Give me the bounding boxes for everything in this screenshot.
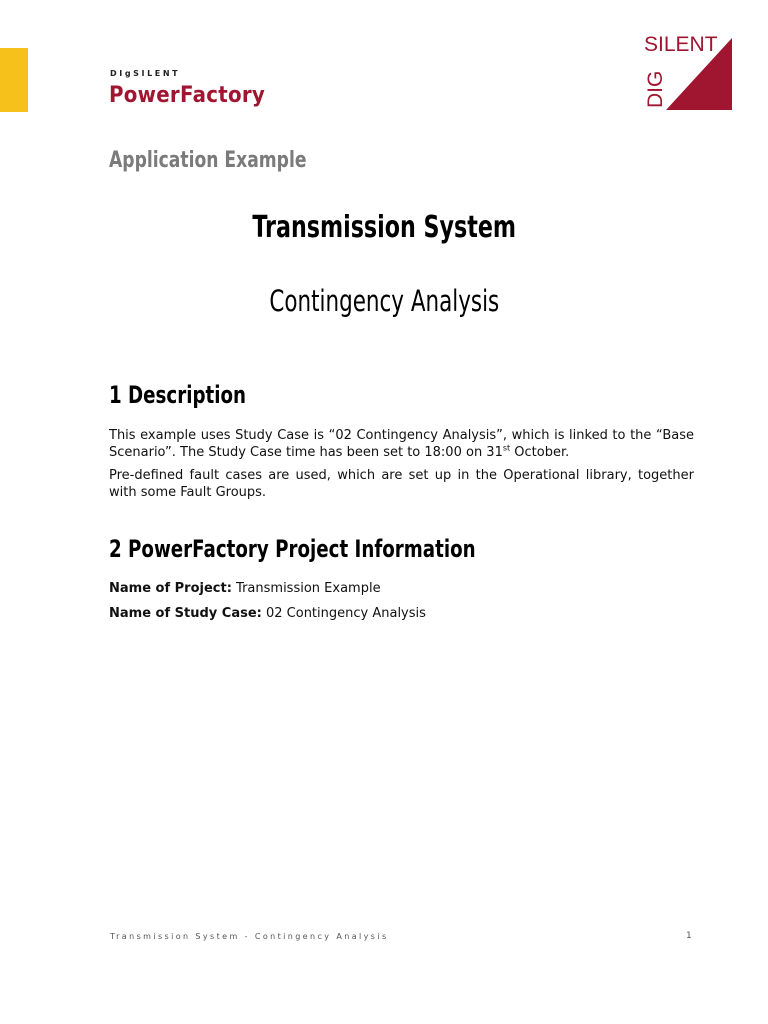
document-subtitle: Contingency Analysis bbox=[269, 284, 499, 318]
footer-running-title: Transmission System - Contingency Analysis bbox=[110, 932, 389, 941]
project-name-value: Transmission Example bbox=[231, 581, 381, 596]
digsilent-logo bbox=[642, 32, 734, 112]
study-case-label: Name of Study Case: bbox=[109, 606, 262, 621]
company-name: DIgSILENT bbox=[110, 69, 181, 78]
document-title: Transmission System bbox=[252, 210, 516, 245]
description-paragraph-2: Pre-defined fault cases are used, which are set up in the Operational library, together with some Fault Groups. bbox=[109, 468, 694, 500]
study-case-line bbox=[109, 606, 426, 621]
product-name: PowerFactory bbox=[109, 83, 266, 108]
project-name-label: Name of Project: bbox=[109, 581, 232, 596]
study-case-value: 02 Contingency Analysis bbox=[261, 606, 426, 621]
description-paragraph-1: This example uses Study Case is “02 Contingency Analysis”, which is linked to the “Base Scenario”. The Study Case time has been set to 18:00 on 31st October. bbox=[109, 428, 694, 460]
yellow-accent-tab bbox=[0, 48, 28, 112]
section-heading-description: 1 Description bbox=[109, 381, 247, 409]
logo-word-side: DIG bbox=[644, 70, 667, 108]
logo-word-top: SILENT bbox=[644, 33, 718, 56]
footer-page-number: 1 bbox=[686, 931, 692, 941]
document-kicker: Application Example bbox=[109, 148, 307, 173]
project-name-line bbox=[109, 581, 381, 596]
section-heading-project-info: 2 PowerFactory Project Information bbox=[109, 535, 476, 563]
